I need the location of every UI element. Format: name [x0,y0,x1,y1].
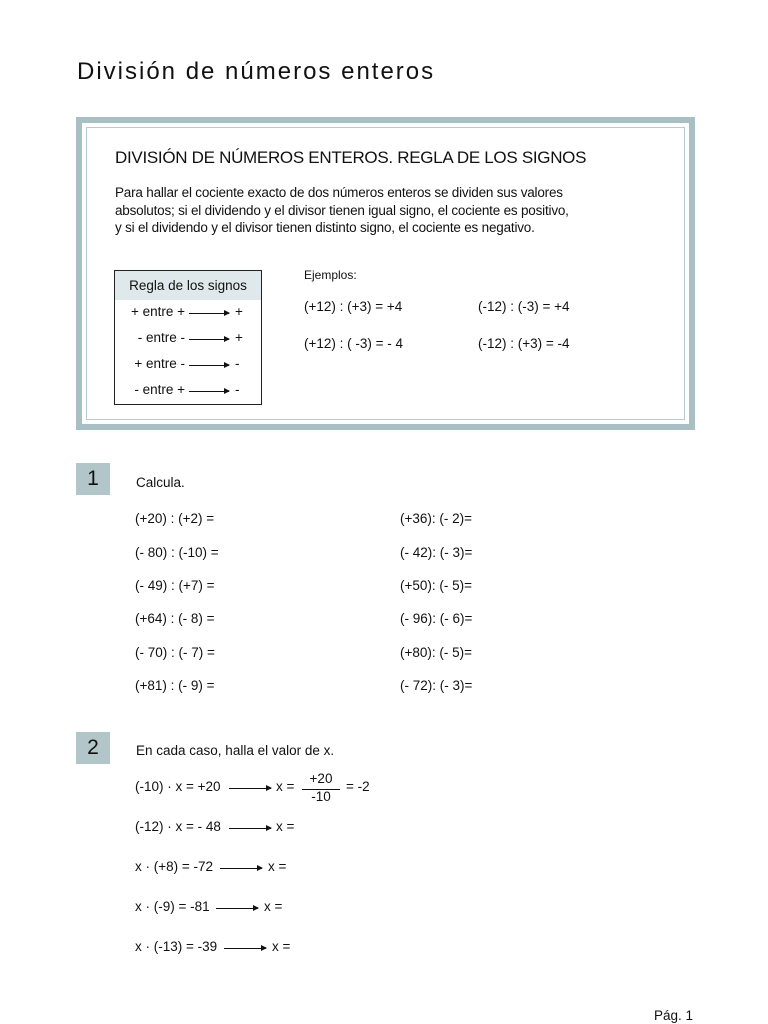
exercise-item: (+80): (- 5)= [400,645,473,660]
exercise-instruction: En cada caso, halla el valor de x. [136,743,335,758]
equation-lhs: x · (+8) = -72 [135,859,214,874]
equation-rhs: x = [264,899,283,914]
rule-text-line: y si el dividendo y el divisor tienen distinto signo, el cociente es negativo. [115,220,535,235]
equation-lhs: x · (-9) = -81 [135,899,210,914]
equation-lhs: (-10) · x = +20 [135,779,221,794]
sign-row-result: + [235,330,243,345]
sign-row-left: - entre - [137,330,185,345]
arrow-icon [189,365,229,366]
page-number: Pág. 1 [653,1008,693,1023]
example-item: (+12) : ( -3) = - 4 [304,336,404,351]
sign-row-result: - [235,382,240,397]
exercise-item: (+36): (- 2)= [400,511,473,526]
exercise-instruction: Calcula. [136,475,185,490]
fraction-result: = -2 [346,779,370,794]
equation-rhs: x = [272,939,291,954]
exercise-item: (- 49) : (+7) = [135,578,215,593]
exercise-item: (+50): (- 5)= [400,578,473,593]
exercise-item: (- 80) : (-10) = [135,545,219,560]
arrow-icon [189,391,229,392]
sign-row-left: + entre - [134,356,185,371]
arrow-icon [189,313,229,314]
equation-rhs: x = [276,779,295,794]
exercise-item: (- 42): (- 3)= [400,545,473,560]
sign-row-left: + entre + [130,304,185,319]
rule-explanation [115,184,675,237]
examples-label: Ejemplos: [304,268,357,282]
equation-lhs: (-12) · x = - 48 [135,819,221,834]
rule-text-line: Para hallar el cociente exacto de dos números enteros se dividen sus valores [115,185,563,200]
exercise-number-badge: 2 [76,732,110,764]
arrow-icon [220,868,262,869]
sign-row-left: - entre + [134,382,185,397]
exercise-item: (+81) : (- 9) = [135,678,215,693]
arrow-icon [216,908,258,909]
arrow-icon [224,948,266,949]
rule-box-title: DIVISIÓN DE NÚMEROS ENTEROS. REGLA DE LOS SIGNOS [115,148,587,167]
sign-rule-table [114,270,262,405]
sign-row-result: + [235,304,243,319]
example-item: (-12) : (+3) = -4 [478,336,570,351]
arrow-icon [229,828,271,829]
rule-text-line: absolutos; si el dividendo y el divisor tienen igual signo, el cociente es positivo, [115,202,569,218]
fraction-denominator: -10 [311,789,331,804]
fraction-numerator: +20 [309,771,333,786]
equation-lhs: x · (-13) = -39 [135,939,218,954]
exercise-item: (+20) : (+2) = [135,511,215,526]
sign-row-result: - [235,356,240,371]
exercise-number-badge: 1 [76,463,110,495]
equation-rhs: x = [276,819,295,834]
exercise-item: (- 72): (- 3)= [400,678,473,693]
example-item: (-12) : (-3) = +4 [478,299,570,314]
exercise-item: (- 70) : (- 7) = [135,645,215,660]
equation-rhs: x = [268,859,287,874]
page-title: División de números enteros [77,58,436,85]
example-item: (+12) : (+3) = +4 [304,299,403,314]
arrow-icon [189,339,229,340]
exercise-item: (- 96): (- 6)= [400,611,473,626]
exercise-item: (+64) : (- 8) = [135,611,215,626]
sign-table-header: Regla de los signos [115,271,261,300]
arrow-icon [229,788,271,789]
